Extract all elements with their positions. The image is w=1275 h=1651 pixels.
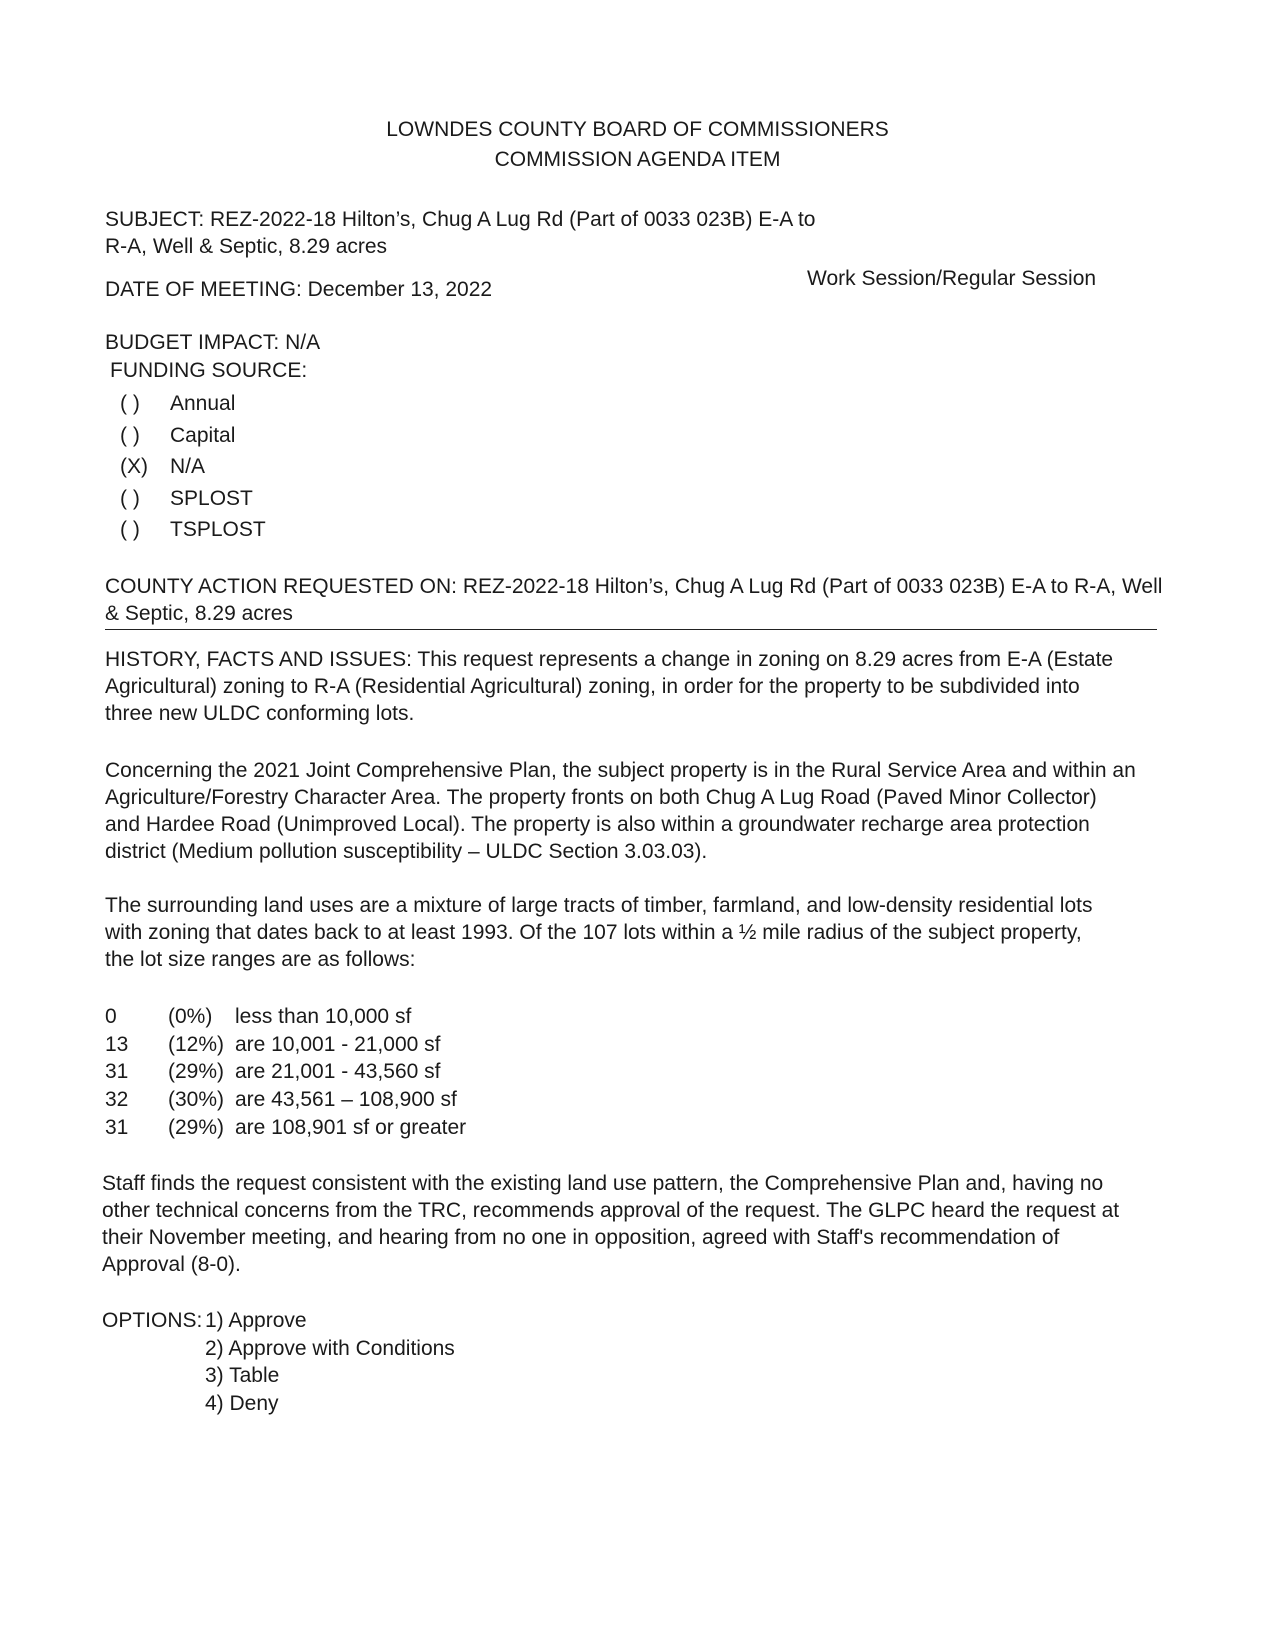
funding-option-label: N/A — [170, 455, 206, 478]
funding-checkbox-mark: ( ) — [120, 392, 140, 415]
lot-percent: (12%) — [168, 1033, 225, 1056]
land-use-text: the lot size ranges are as follows: — [105, 948, 416, 971]
lot-size-row — [105, 1031, 705, 1059]
lot-count: 31 — [105, 1060, 129, 1083]
action-requested-line-1: COUNTY ACTION REQUESTED ON: REZ-2022-18 Hilton’s, Chug A Lug Rd (Part of 0033 023B) E-A to R-A, Well — [105, 575, 1163, 598]
staff-recommendation-text: other technical concerns from the TRC, recommends approval of the request. The GLPC heard the request at — [102, 1199, 1120, 1222]
land-use-text: with zoning that dates back to at least 1993. Of the 107 lots within a ½ mile radius of the subject property, — [105, 921, 1082, 944]
lot-range: are 108,901 sf or greater — [235, 1116, 467, 1139]
funding-source-label: FUNDING SOURCE: — [110, 359, 308, 382]
options-label: OPTIONS: — [102, 1309, 203, 1332]
comprehensive-plan-text: Concerning the 2021 Joint Comprehensive Plan, the subject property is in the Rural Service Area and within an — [105, 759, 1136, 782]
meeting-date: DATE OF MEETING: December 13, 2022 — [105, 278, 493, 301]
lot-range: are 21,001 - 43,560 sf — [235, 1060, 441, 1083]
funding-option-label: SPLOST — [170, 487, 253, 510]
section-divider — [105, 629, 1157, 630]
lot-percent: (30%) — [168, 1088, 225, 1111]
lot-size-row — [105, 1114, 705, 1142]
option-approve-with-conditions: 2) Approve with Conditions — [205, 1337, 455, 1360]
lot-range: less than 10,000 sf — [235, 1005, 412, 1028]
lot-range: are 43,561 – 108,900 sf — [235, 1088, 457, 1111]
lot-count: 13 — [105, 1033, 129, 1056]
lot-percent: (29%) — [168, 1060, 225, 1083]
funding-checkbox-mark: ( ) — [120, 487, 140, 510]
land-use-text: The surrounding land uses are a mixture of large tracts of timber, farmland, and low-density residential lots — [105, 894, 1093, 917]
staff-recommendation-text: Approval (8-0). — [102, 1253, 241, 1276]
funding-option-label: Annual — [170, 392, 236, 415]
lot-range: are 10,001 - 21,000 sf — [235, 1033, 441, 1056]
lot-size-row — [105, 1086, 705, 1114]
subject-line-1: SUBJECT: REZ-2022-18 Hilton’s, Chug A Lug Rd (Part of 0033 023B) E-A to — [105, 208, 816, 231]
lot-count: 0 — [105, 1005, 117, 1028]
option-approve: 1) Approve — [205, 1309, 307, 1332]
comprehensive-plan-text: district (Medium pollution susceptibility – ULDC Section 3.03.03). — [105, 840, 708, 863]
board-title: LOWNDES COUNTY BOARD OF COMMISSIONERS — [386, 118, 889, 141]
funding-checkbox-mark: ( ) — [120, 424, 140, 447]
lot-count: 32 — [105, 1088, 129, 1111]
session-type: Work Session/Regular Session — [807, 267, 1097, 290]
lot-size-row — [105, 1003, 705, 1031]
comprehensive-plan-text: and Hardee Road (Unimproved Local). The property is also within a groundwater recharge area protection — [105, 813, 1090, 836]
agenda-item-title: COMMISSION AGENDA ITEM — [494, 148, 781, 171]
staff-recommendation-text: Staff finds the request consistent with the existing land use pattern, the Comprehensive Plan and, having no — [102, 1172, 1104, 1195]
comprehensive-plan-text: Agriculture/Forestry Character Area. The property fronts on both Chug A Lug Road (Paved Minor Collector) — [105, 786, 1097, 809]
lot-percent: (29%) — [168, 1116, 225, 1139]
lot-size-row — [105, 1058, 705, 1086]
history-text: Agricultural) zoning to R-A (Residential Agricultural) zoning, in order for the property to be subdivided into — [105, 675, 1080, 698]
action-requested-line-2: & Septic, 8.29 acres — [105, 602, 293, 625]
lot-percent: (0%) — [168, 1005, 213, 1028]
history-text: three new ULDC conforming lots. — [105, 702, 415, 725]
lot-count: 31 — [105, 1116, 129, 1139]
history-text: HISTORY, FACTS AND ISSUES: This request represents a change in zoning on 8.29 acres from E-A (Estate — [105, 648, 1114, 671]
funding-option-label: Capital — [170, 424, 236, 447]
subject-line-2: R-A, Well & Septic, 8.29 acres — [105, 235, 388, 258]
funding-option-label: TSPLOST — [170, 518, 266, 541]
funding-checkbox-mark: (X) — [120, 455, 148, 478]
funding-checkbox-mark: ( ) — [120, 518, 140, 541]
budget-impact: BUDGET IMPACT: N/A — [105, 331, 321, 354]
option-table: 3) Table — [205, 1364, 280, 1387]
staff-recommendation-text: their November meeting, and hearing from no one in opposition, agreed with Staff's recommendation of — [102, 1226, 1060, 1249]
option-deny: 4) Deny — [205, 1392, 279, 1415]
